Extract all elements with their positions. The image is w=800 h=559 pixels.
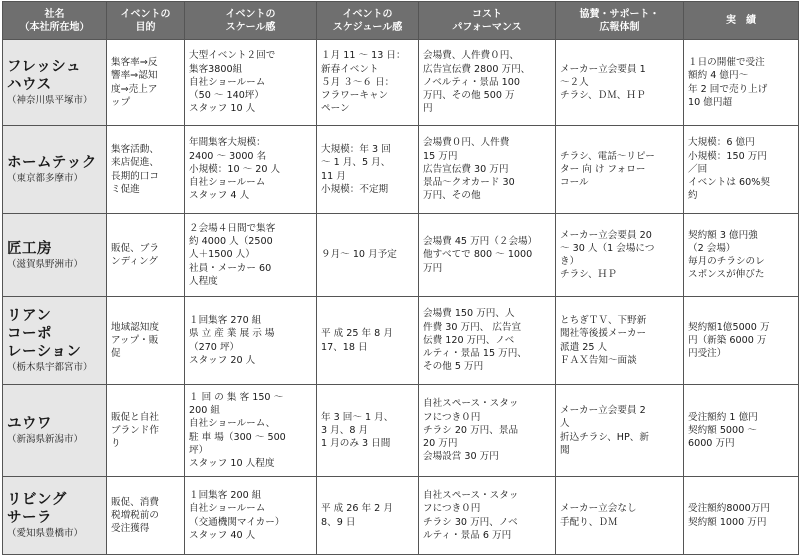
table-row [3, 126, 799, 214]
results-cell: 契約額 3 億円強 （2 会場） 毎月のチラシのレ スポンスが伸びた [684, 214, 799, 297]
results-cell: 受注額約8000万円 契約額 1000 万円 [684, 477, 799, 555]
schedule-cell: 平 成 26 年 2 月 8、9 日 [317, 477, 419, 555]
results-cell: 大規模：6 億円 小規模：150 万円 ／回 イベントは 60%契 約 [684, 126, 799, 214]
schedule-cell: 平 成 25 年 8 月 17、18 日 [317, 297, 419, 385]
schedule-cell: 年 3 回～ 1 月、 3 月、8 月 1 月のみ 3 日間 [317, 385, 419, 477]
support-cell: とちぎＴＶ、下野新 聞社等後援メーカー 派遣 25 人 ＦＡＸ告知～面談 [556, 297, 684, 385]
purpose-cell: 集客活動、 来店促進、 長期的口コ ミ促進 [107, 126, 185, 214]
company-location: （新潟県新潟市） [7, 434, 84, 445]
cost-cell: 会場費、人件費０円、 広告宣伝費 2800 万円、 ノベルティ・景品 100 万円、その他 500 万 円 [419, 40, 556, 126]
header-purpose: イベントの 目的 [107, 2, 185, 40]
support-cell: メーカー立会要員 2 人 折込チラシ、HP、新 聞 [556, 385, 684, 477]
purpose-cell: 販促、ブラ ンディング [107, 214, 185, 297]
scale-cell: １ 回 の 集 客 150 ～ 200 組 自社ショールーム、 駐 車 場（300 ～ 500 坪） スタッフ 10 人程度 [185, 385, 317, 477]
results-cell: 受注額約 1 億円 契約額 5000 ～ 6000 万円 [684, 385, 799, 477]
header-support: 協賛・サポート・ 広報体制 [556, 2, 684, 40]
purpose-cell: 販促、消費 税増税前の 受注獲得 [107, 477, 185, 555]
company-cell [3, 297, 107, 385]
comparison-table [2, 1, 799, 555]
company-location: （愛知県豊橋市） [7, 528, 84, 539]
company-name: 匠工房 [7, 240, 52, 257]
support-cell: メーカー立会なし 手配り、ＤＭ [556, 477, 684, 555]
support-cell: メーカー立会要員 1 ～２人 チラシ、ＤＭ、ＨＰ [556, 40, 684, 126]
header-row [3, 2, 799, 40]
company-name: リアン コーポ レーション [7, 308, 82, 360]
company-cell [3, 477, 107, 555]
results-cell: １日の開催で受注 額約 4 億円～ 年 2 回で売り上げ 10 億円超 [684, 40, 799, 126]
company-location: （滋賀県野洲市） [7, 258, 84, 270]
results-cell: 契約額1億5000 万 円（新築 6000 万 円受注） [684, 297, 799, 385]
scale-cell: １回集客 270 組 県 立 産 業 展 示 場 （270 坪） スタッフ 20 人 [185, 297, 317, 385]
table-row [3, 214, 799, 297]
table-row [3, 385, 799, 477]
table-row [3, 40, 799, 126]
company-location: （東京都多摩市） [7, 173, 84, 184]
company-location: （栃木県宇都宮市） [7, 362, 93, 373]
company-cell [3, 126, 107, 214]
header-cost: コスト パフォーマンス [419, 2, 556, 40]
schedule-cell: １月 11 ～ 13 日： 新春イベント ５月 ３～６ 日： フラワーキャン ペーン [317, 40, 419, 126]
cost-cell: 会場費 150 万円、人 件費 30 万円、 広告宣 伝費 120 万円、ノベ ルティ・景品 15 万円、 その他 5 万円 [419, 297, 556, 385]
header-schedule: イベントの スケジュール感 [317, 2, 419, 40]
cost-cell: 自社スペース・スタッ フにつき０円 チラシ 20 万円、景品 20 万円 会場設営 30 万円 [419, 385, 556, 477]
cost-cell: 会場費 45 万円（２会場） 他すべてで 800 ～ 1000 万円 [419, 214, 556, 297]
purpose-cell: 集客率⇒反 響率⇒認知 度⇒売上ア ップ [107, 40, 185, 126]
support-cell: チラシ、電話～リピー ター 向 け フォロー コール [556, 126, 684, 214]
company-name: ユウワ [7, 416, 52, 432]
company-cell [3, 40, 107, 126]
schedule-cell: 大規模：年 3 回 ～ 1 月、5 月、 11 月 小規模：不定期 [317, 126, 419, 214]
support-cell: メーカー立会要員 20 ～ 30 人（1 会場につ き） チラシ、ＨＰ [556, 214, 684, 297]
scale-cell: 年間集客大規模： 2400 ～ 3000 名 小規模：10 ～ 20 人 自社ショールーム スタッフ 4 人 [185, 126, 317, 214]
header-scale: イベントの スケール感 [185, 2, 317, 40]
company-cell [3, 385, 107, 477]
scale-cell: 大型イベント２回で 集客3800組 自社ショールーム （50 ～ 140坪） スタッフ 10 人 [185, 40, 317, 126]
purpose-cell: 地域認知度 アップ・販 促 [107, 297, 185, 385]
table-row [3, 297, 799, 385]
table-row [3, 477, 799, 555]
company-name: フレッシュ ハウス [7, 59, 81, 93]
scale-cell: １回集客 200 組 自社ショールーム （交通機関マイカー） スタッフ 40 人 [185, 477, 317, 555]
company-name: ホームテック [7, 155, 97, 171]
header-results: 実 績 [684, 2, 799, 40]
cost-cell: 自社スペース・スタッ フにつき０円 チラシ 30 万円、ノベ ルティ・景品 6 万円 [419, 477, 556, 555]
company-location: （神奈川県平塚市） [7, 95, 93, 106]
company-cell [3, 214, 107, 297]
purpose-cell: 販促と自社 ブランド作 り [107, 385, 185, 477]
company-name: リビング サーラ [7, 492, 67, 526]
cost-cell: 会場費０円、人件費 15 万円 広告宣伝費 30 万円 景品～クオカード 30 万円、その他 [419, 126, 556, 214]
header-company: 社名 （本社所在地） [3, 2, 107, 40]
schedule-cell: ９月～ 10 月予定 [317, 214, 419, 297]
scale-cell: ２会場４日間で集客 約 4000 人（2500 人＋1500 人） 社員・メーカー 60 人程度 [185, 214, 317, 297]
